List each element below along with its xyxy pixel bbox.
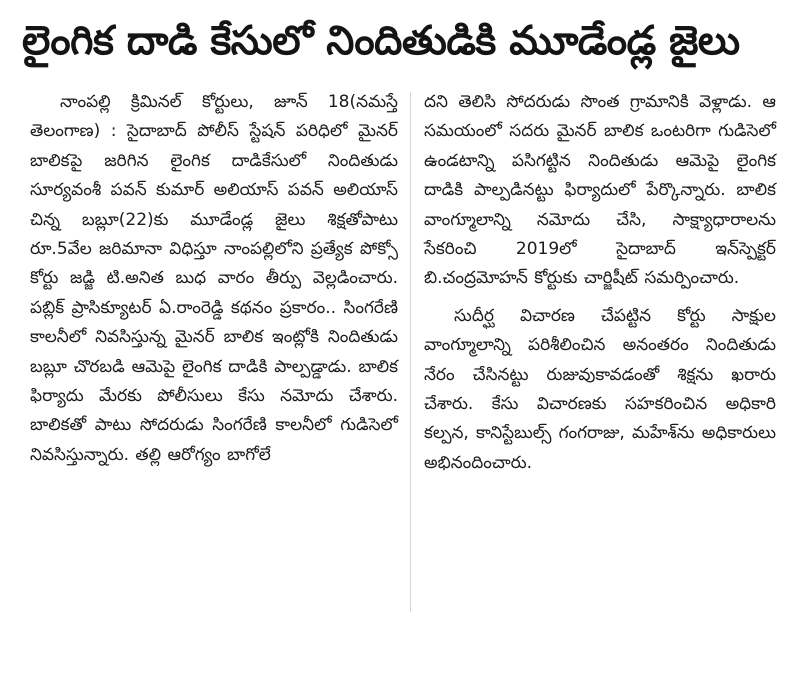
article-paragraph-continued: దని తెలిసి సోదరుడు సొంత గ్రామానికి వెళ్లాడు. ఆ సమయంలో సదరు మైనర్ బాలిక ఒంటరిగా గుడిసెలో ఉండటాన్ని పసిగట్టిన నిందితుడు ఆమెపై లైంగిక దాడికి పాల్పడినట్టు ఫిర్యాదులో పేర్కొన్నారు. బాలిక వాంగ్మూలాన్ని నమోదు చేసి, సాక్ష్యాధారాలను సేకరించి 2019లో సైదాబాద్ ఇన్‌స్పెక్టర్ బి.చంద్రమోహన్ కోర్టుకు చార్జిషీట్ సమర్పించారు. xyxy=(424,92,776,289)
article-paragraph: సుదీర్ఘ విచారణ చేపట్టిన కోర్టు సాక్షుల వాంగ్మూలాన్ని పరిశీలించిన అనంతరం నిందితుడు నేరం చేసినట్టు రుజువుకావడంతో శిక్షను ఖరారు చేశారు. కేసు విచారణకు సహకరించిన అధికారి కల్పన, కానిస్టేబుల్స్ గంగరాజు, మహేశ్‌ను అధికారులు అభినందించారు. xyxy=(424,305,776,473)
column-right xyxy=(424,88,776,478)
column-divider xyxy=(410,92,411,612)
headline: లైంగిక దాడి కేసులో నిందితుడికి మూడేండ్ల జైలు xyxy=(22,18,740,64)
column-left xyxy=(30,88,398,470)
article-paragraph: నాంపల్లి క్రిమినల్ కోర్టులు, జూన్ 18(నమస్తే తెలంగాణ) : సైదాబాద్ పోలీస్ స్టేషన్ పరిధిలో మైనర్ బాలికపై జరిగిన లైంగిక దాడికేసులో నిందితుడు సూర్యవంశీ పవన్ కుమార్ అలియాస్ పవన్ అలియాస్ చిన్న బబ్లూ(22)కు మూడేండ్ల జైలు శిక్షతోపాటు రూ.5వేల జరిమానా విధిస్తూ నాంపల్లిలోని ప్రత్యేక పోక్సో కోర్టు జడ్జి టి.అనిత బుధ వారం తీర్పు వెల్లడించారు. పబ్లిక్ ప్రాసిక్యూటర్ ఏ.రాంరెడ్డి కథనం ప్రకారం.. సింగరేణి కాలనీలో నివసిస్తున్న మైనర్ బాలిక ఇంట్లోకి నిందితుడు బబ్లూ చొరబడి ఆమెపై లైంగిక దాడికి పాల్పడ్డాడు. బాలిక ఫిర్యాదు మేరకు పోలీసులు కేసు నమోదు చేశారు. బాలికతో పాటు సోదరుడు సింగరేణి కాలనీలో గుడిసెలో నివసిస్తున్నారు. తల్లి ఆరోగ్యం బాగోలే xyxy=(30,92,398,465)
